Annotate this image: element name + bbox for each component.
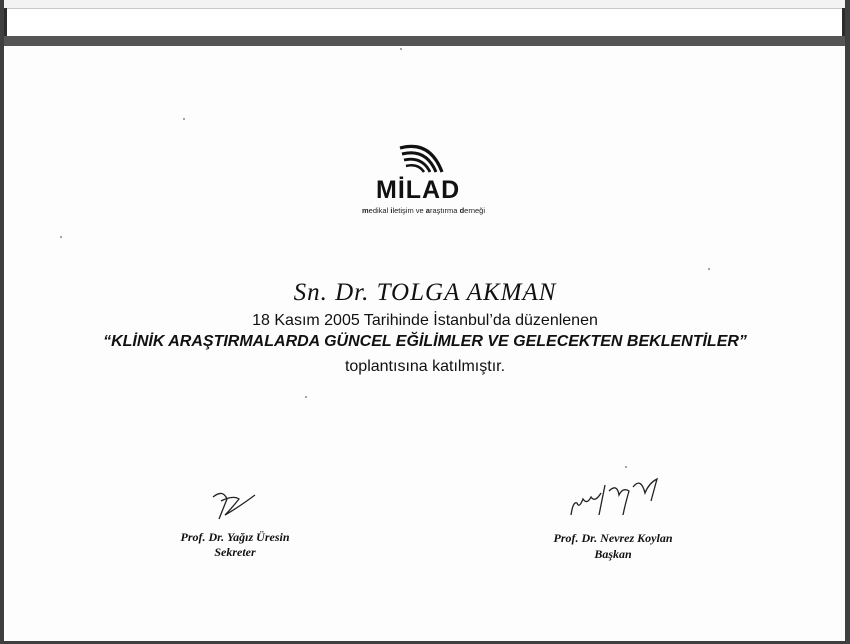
scan-speck bbox=[400, 48, 402, 50]
signature-right bbox=[565, 465, 670, 525]
tagline-initial: a bbox=[425, 206, 430, 215]
attendance-line: toplantısına katılmıştır. bbox=[344, 358, 506, 375]
scan-speck bbox=[305, 396, 307, 398]
tagline-word: erneği bbox=[464, 206, 486, 215]
meeting-title: “KLİNİK ARAŞTIRMALARDA GÜNCEL EĞİLİMLER VE GELECEKTEN BEKLENTİLER” bbox=[103, 333, 747, 350]
frame-left bbox=[0, 0, 4, 644]
event-date-line: 18 Kasım 2005 Tarihinde İstanbul’da düzenlenen bbox=[252, 312, 598, 329]
logo-name: MİLAD bbox=[376, 176, 461, 204]
milad-logo bbox=[360, 140, 530, 220]
tagline-initial: d bbox=[459, 206, 465, 215]
frame-right bbox=[845, 0, 850, 644]
signatory-role: Başkan bbox=[594, 547, 632, 561]
tagline-initial: m bbox=[362, 206, 369, 215]
top-band bbox=[0, 36, 850, 46]
recipient-name: Sn. Dr. TOLGA AKMAN bbox=[293, 279, 557, 306]
scan-speck bbox=[60, 236, 62, 238]
signatory-role: Sekreter bbox=[214, 545, 256, 559]
scan-edge-left bbox=[4, 8, 7, 38]
tagline-word: edikal bbox=[368, 206, 391, 215]
signatory-name: Prof. Dr. Yağız Üresin bbox=[180, 530, 290, 544]
signatory-name: Prof. Dr. Nevrez Koylan bbox=[553, 531, 673, 545]
signal-waves-icon bbox=[390, 140, 450, 180]
signature-left bbox=[205, 485, 265, 525]
tagline-word: raştırma bbox=[429, 206, 460, 215]
top-strip bbox=[0, 0, 850, 9]
tagline-initial: i bbox=[390, 206, 393, 215]
tagline-word: letişim ve bbox=[392, 206, 426, 215]
logo-tagline bbox=[362, 206, 485, 215]
scan-speck bbox=[708, 268, 710, 270]
scan-speck bbox=[183, 118, 185, 120]
